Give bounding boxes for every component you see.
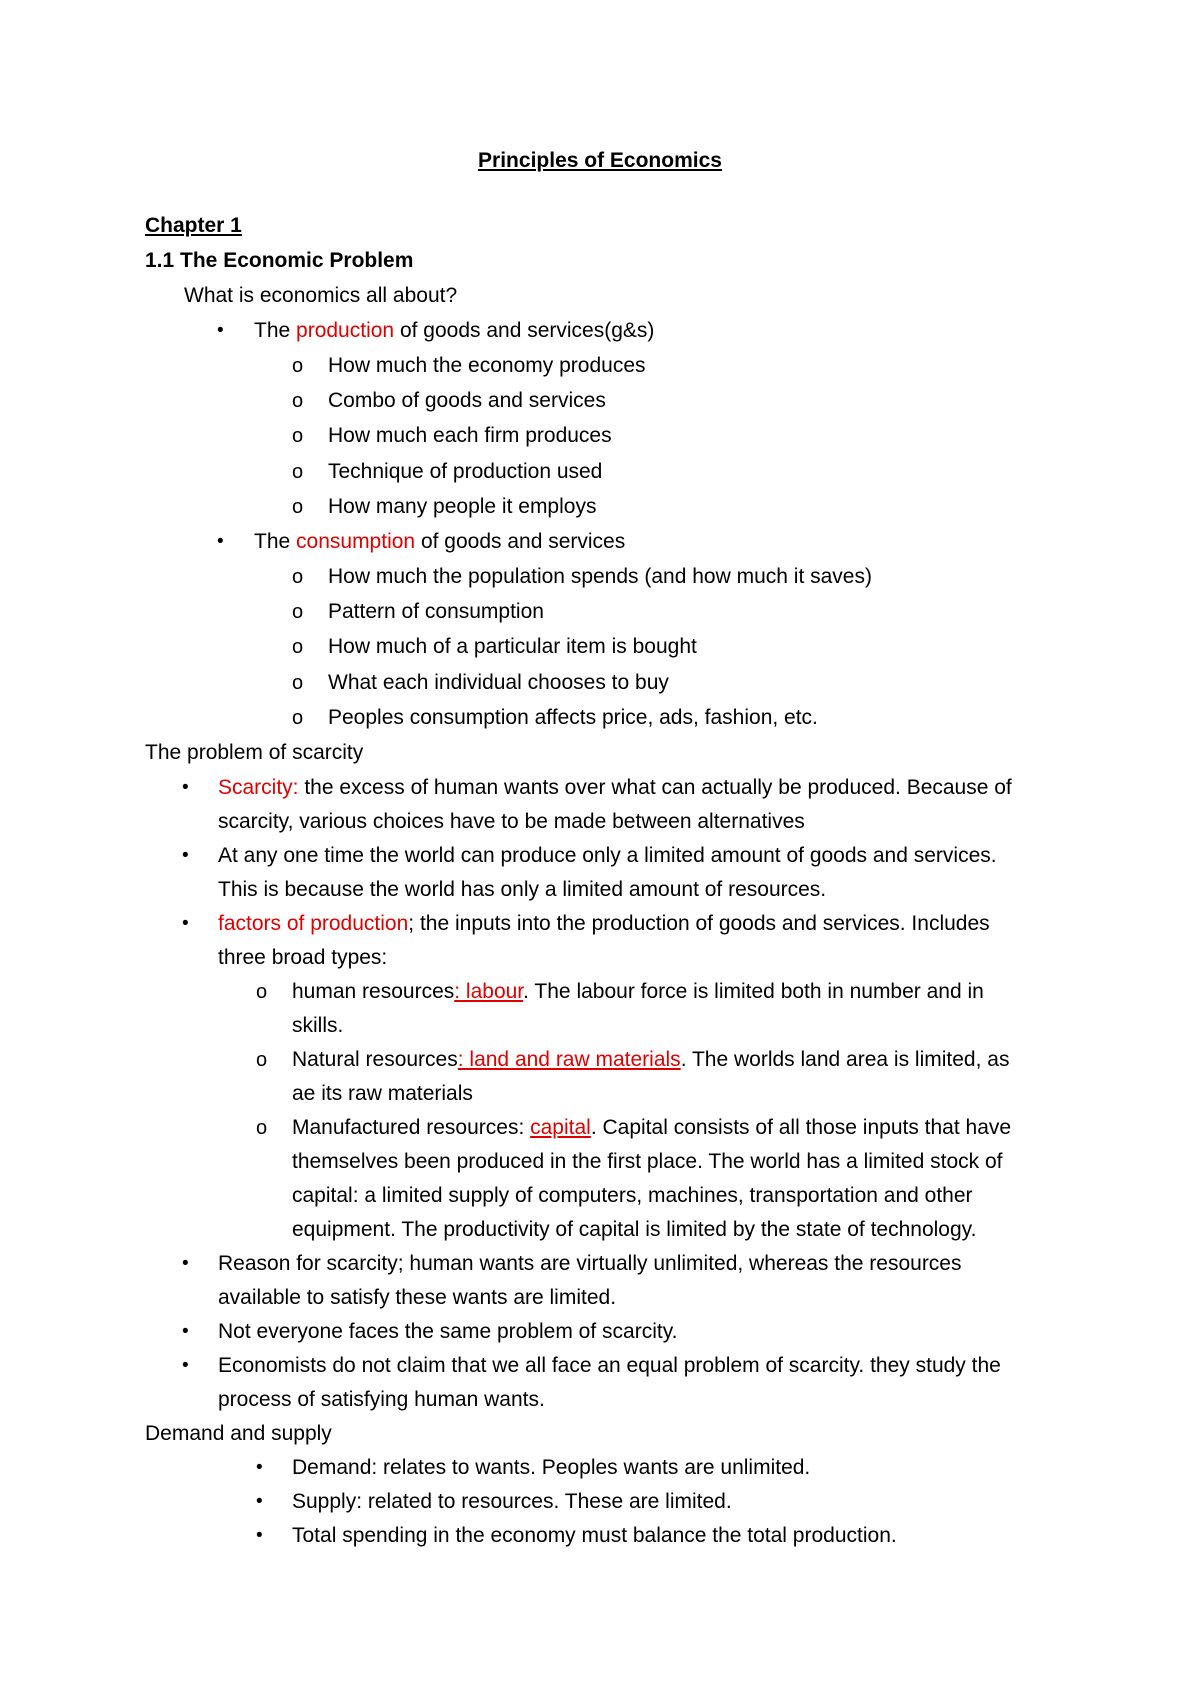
bullet-icon: • [217, 531, 224, 552]
bullet-icon: • [256, 1525, 263, 1546]
economists-text: Economists do not claim that we all face an equal problem of scarcity. they study the [218, 1354, 1001, 1377]
production-bullet [254, 318, 654, 344]
section-heading: 1.1 The Economic Problem [145, 249, 414, 272]
production-prefix: The [254, 319, 297, 342]
intro-question: What is economics all about? [184, 284, 458, 307]
hollow-bullet-icon: o [292, 496, 304, 518]
bullet-icon: • [182, 845, 189, 866]
human-resources-cont: skills. [292, 1014, 344, 1037]
list-item: Peoples consumption affects price, ads, fashion, etc. [328, 706, 818, 729]
manufactured-suffix: . Capital consists of all those inputs that have [590, 1116, 1012, 1139]
list-item: How much the economy produces [328, 354, 646, 377]
bullet-icon: • [182, 1253, 189, 1274]
list-item: How much the population spends (and how much it saves) [328, 565, 872, 588]
factors-cont: three broad types: [218, 946, 388, 969]
manufactured-resources-item [292, 1115, 1011, 1141]
bullet-icon: • [182, 777, 189, 798]
natural-resources-item [292, 1047, 1009, 1073]
hollow-bullet-icon: o [292, 707, 304, 729]
bullet-icon: • [256, 1457, 263, 1478]
hollow-bullet-icon: o [292, 566, 304, 588]
list-item: Total spending in the economy must balance the total production. [292, 1524, 897, 1547]
scarcity-heading: The problem of scarcity [145, 741, 364, 764]
hollow-bullet-icon: o [292, 461, 304, 483]
list-item: Technique of production used [328, 460, 603, 483]
bullet-icon: • [182, 1355, 189, 1376]
scarcity-text: the excess of human wants over what can actually be produced. Because of [298, 776, 1012, 799]
hollow-bullet-icon: o [256, 1049, 268, 1071]
natural-suffix: . The worlds land area is limited, as [680, 1048, 1010, 1071]
scarcity-definition [218, 775, 1012, 801]
list-item: Supply: related to resources. These are limited. [292, 1490, 732, 1513]
list-item: What each individual chooses to buy [328, 671, 669, 694]
natural-resources-cont: ae its raw materials [292, 1082, 473, 1105]
chapter-heading: Chapter 1 [145, 214, 242, 237]
natural-prefix: Natural resources [292, 1048, 458, 1071]
hollow-bullet-icon: o [292, 390, 304, 412]
manufactured-cont-2: capital: a limited supply of computers, machines, transportation and other [292, 1184, 973, 1207]
hollow-bullet-icon: o [292, 672, 304, 694]
hollow-bullet-icon: o [292, 425, 304, 447]
economists-cont: process of satisfying human wants. [218, 1388, 545, 1411]
limited-resources-text: At any one time the world can produce only a limited amount of goods and services. [218, 844, 997, 867]
production-term: production [296, 319, 395, 342]
hollow-bullet-icon: o [256, 981, 268, 1003]
list-item: How many people it employs [328, 495, 597, 518]
factors-term: factors of production [218, 912, 409, 935]
demand-supply-heading: Demand and supply [145, 1422, 332, 1445]
consumption-suffix: of goods and services [415, 530, 626, 553]
consumption-term: consumption [296, 530, 416, 553]
limited-resources-cont: This is because the world has only a limited amount of resources. [218, 878, 827, 901]
human-suffix: . The labour force is limited both in number and in [523, 980, 984, 1003]
factors-of-production [218, 911, 990, 937]
page-title: Principles of Economics [478, 149, 722, 172]
human-prefix: human resources [292, 980, 455, 1003]
list-item: How much each firm produces [328, 424, 612, 447]
manufactured-cont-3: equipment. The productivity of capital is limited by the state of technology. [292, 1218, 977, 1241]
list-item: Combo of goods and services [328, 389, 606, 412]
manufactured-prefix: Manufactured resources: [292, 1116, 531, 1139]
reason-for-scarcity: Reason for scarcity; human wants are virtually unlimited, whereas the resources [218, 1252, 962, 1275]
capital-term: capital [530, 1116, 591, 1139]
manufactured-cont-1: themselves been produced in the first place. The world has a limited stock of [292, 1150, 1003, 1173]
bullet-icon: • [217, 320, 224, 341]
land-term: : land and raw materials [457, 1048, 681, 1071]
consumption-bullet [254, 529, 625, 555]
list-item: Demand: relates to wants. Peoples wants are unlimited. [292, 1456, 811, 1479]
list-item: Pattern of consumption [328, 600, 544, 623]
scarcity-term: Scarcity: [218, 776, 299, 799]
consumption-prefix: The [254, 530, 297, 553]
bullet-icon: • [182, 913, 189, 934]
not-everyone-text: Not everyone faces the same problem of scarcity. [218, 1320, 678, 1343]
reason-cont: available to satisfy these wants are limited. [218, 1286, 617, 1309]
scarcity-definition-cont: scarcity, various choices have to be made between alternatives [218, 810, 805, 833]
hollow-bullet-icon: o [292, 355, 304, 377]
bullet-icon: • [256, 1491, 263, 1512]
human-resources-item [292, 979, 984, 1005]
hollow-bullet-icon: o [256, 1117, 268, 1139]
list-item: How much of a particular item is bought [328, 635, 697, 658]
factors-text: ; the inputs into the production of goods and services. Includes [408, 912, 990, 935]
hollow-bullet-icon: o [292, 636, 304, 658]
production-suffix: of goods and services(g&s) [394, 319, 655, 342]
hollow-bullet-icon: o [292, 601, 304, 623]
labour-term: : labour [454, 980, 524, 1003]
bullet-icon: • [182, 1321, 189, 1342]
